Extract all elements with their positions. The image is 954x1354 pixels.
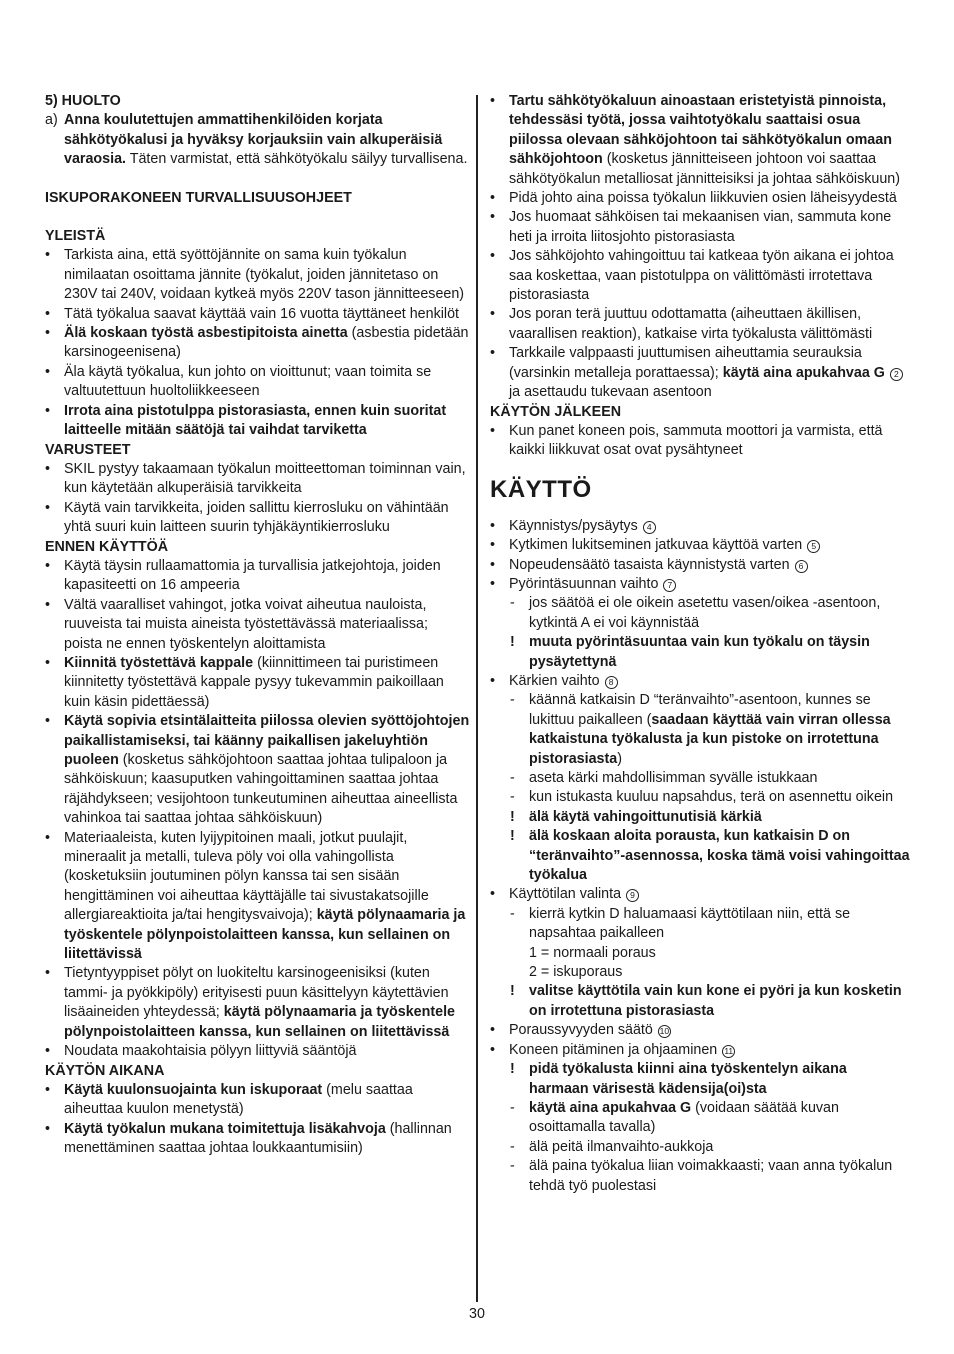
list-item: • Vältä vaaralliset vahingot, jotka voivat aiheutua nauloista, ruuveista tai muista aineista työstettävässä materiaalissa; poista ne ennen työskentelyn aloittamista bbox=[45, 596, 428, 652]
list-item: • Käytä sopivia etsintälaitteita piilossa olevien syöttöjohtojen paikallistamiseksi, tai käänny paikallisen jakeluyhtiön puoleen (kosketus sähköjohtoon saattaa johtaa tulipaloon ja sähköiskuun; kaasuputken vahingoittaminen saattaa johtaa räjähdykseen; vesijohtoon tunkeutuminen aiheuttaa aineellista vahinkoa tai saattaa johtaa sähköiskuun) bbox=[45, 713, 470, 827]
list-item: • Pidä johto aina poissa työkalun liikkuvien osien läheisyydestä bbox=[490, 190, 897, 207]
warning-item: ! älä koskaan aloita porausta, kun katkaisin D on “teränvaihto”-asennossa, koska tämä voisi vahingoittaa työkalua bbox=[510, 828, 910, 884]
figure-ref-number: 9 bbox=[626, 889, 639, 902]
list-item: • Älä koskaan työstä asbestipitoista ainetta (asbestia pidetään karsinogeenisena) bbox=[45, 325, 469, 361]
list-item: • Tietyntyyppiset pölyt on luokiteltu karsinogeenisiksi (kuten tammi- ja pyökkipöly) erityisesti puun käsittelyyn käytettävien lisäaineiden yhteydessä; käytä pölynaamaria ja työskentele pölynpoistolaitteen kanssa, kun sellainen on liitettävissä bbox=[45, 965, 456, 1040]
list-item: • Jos huomaat sähköisen tai mekaanisen vian, sammuta kone heti ja irroita liitosjohto pistorasiasta bbox=[490, 209, 892, 245]
jalkeen-heading: KÄYTÖN JÄLKEEN bbox=[490, 403, 622, 420]
list-item: • Jos poran terä juuttuu odottamatta (aiheuttaen äkillisen, vaarallisen reaktion), katkaise virta työkalusta välittömästi bbox=[490, 306, 873, 342]
page-number: 30 bbox=[469, 1306, 485, 1322]
figure-ref-number: 5 bbox=[807, 540, 820, 553]
list-item: • Jos sähköjohto vahingoittuu tai katkeaa työn aikana ei johtoa saa koskettaa, vaan pistotulppa on välittömästi irrotettava pistorasiasta bbox=[490, 248, 894, 304]
list-item: • Käytä täysin rullaamattomia ja turvallisia jatkejohtoja, joiden kapasiteetti on 16 ampeeria bbox=[45, 557, 441, 594]
list-item: • Nopeudensäätö tasaista käynnistystä varten 6 bbox=[490, 556, 910, 575]
sub-item: - kierrä kytkin D haluamaasi käyttötilaan niin, että se napsahtaa paikalleen bbox=[510, 905, 851, 942]
warning-item: ! muuta pyörintäsuuntaa vain kun työkalu on täysin pysäytettynä bbox=[510, 634, 870, 670]
huolto-item-a: a) Anna koulutettujen ammattihenkilöiden korjata sähkötyökalusi ja hyväksy korjauksiin vain alkuperäisiä varaosia. Täten varmistat, että sähkötyökalu säilyy turvallisena. bbox=[45, 112, 468, 168]
list-item: • Käyttötilan valinta 9 bbox=[490, 885, 910, 904]
mode-option-1: 1 = normaali poraus bbox=[529, 944, 656, 961]
list-item: • Kärkien vaihto 8 bbox=[490, 672, 910, 691]
kaytto-heading: KÄYTTÖ bbox=[490, 475, 592, 503]
sub-item: - kun istukasta kuuluu napsahdus, terä on asennettu oikein bbox=[510, 789, 894, 806]
list-item: • Kiinnitä työstettävä kappale (kiinnittimeen tai puristimeen kiinnitetty työstettävä kappale pysyy tukevammin paikoillaan kuin käsin pidettäessä) bbox=[45, 654, 444, 710]
figure-ref-number: 7 bbox=[663, 579, 676, 592]
sub-item: - käytä aina apukahvaa G (voidaan säätää kuvan osoittamalla tavalla) bbox=[510, 1099, 839, 1136]
list-item: • Pyörintäsuunnan vaihto 7 bbox=[490, 575, 910, 594]
mode-option-2: 2 = iskuporaus bbox=[529, 964, 623, 981]
list-item: • Poraussyvyyden säätö 10 bbox=[490, 1022, 670, 1039]
ennen-heading: ENNEN KÄYTTÖÄ bbox=[45, 538, 169, 555]
list-item: • Äla käytä työkalua, kun johto on vioittunut; vaan toimita se valtuutettuun huoltoliikkeeseen bbox=[45, 363, 432, 400]
figure-ref-number: 4 bbox=[643, 521, 656, 534]
list-item: • Tartu sähkötyökaluun ainoastaan eristetyistä pinnoista, tehdessäsi työtä, jossa vaihtotyökalu saattaisi osua piilossa olevaan sähköjohtoon tai sähkötyökalun omaan sähköjohtoon (kosketus jännitteiseen johtoon voi saattaa sähkötyökalun metalliosat jännitteisiksi ja johtaa sähköiskuun) bbox=[490, 93, 900, 187]
list-item: • Käytä työkalun mukana toimitettuja lisäkahvoja (hallinnan menettäminen saattaa johtaa loukkaantumisiin) bbox=[45, 1120, 452, 1157]
sub-item: - älä peitä ilmanvaihto-aukkoja bbox=[510, 1138, 714, 1155]
varusteet-heading: VARUSTEET bbox=[45, 441, 131, 458]
column-divider bbox=[476, 95, 478, 1302]
sub-item: - käännä katkaisin D “teränvaihto”-asentoon, kunnes se lukittuu paikalleen (saadaan käyttää vain virran ollessa katkaistuna työkalusta ja kun pistoke on irrotettuna pistorasiasta) bbox=[510, 692, 891, 767]
figure-ref-number: 11 bbox=[722, 1045, 735, 1058]
list-item: • Irrota aina pistotulppa pistorasiasta, ennen kuin suoritat laitteelle mitään säätöjä tai vaihdat tarviketta bbox=[45, 402, 447, 439]
sub-item: - aseta kärki mahdollisimman syvälle istukkaan bbox=[510, 770, 818, 786]
list-item: • Tarkista aina, että syöttöjännite on sama kuin työkalun nimilaatan osoittama jännite (työkalut, joiden jännitetaso on 230V tai 240V, voidaan kytkeä myös 220V tason jännitteeseen) bbox=[45, 247, 465, 303]
figure-ref-number: 2 bbox=[890, 368, 903, 381]
list-item: • Käynnistys/pysäytys 4 bbox=[490, 517, 910, 536]
figure-ref-number: 10 bbox=[659, 1026, 670, 1037]
figure-ref-number: 6 bbox=[795, 560, 808, 573]
figure-ref-number: 8 bbox=[605, 676, 618, 689]
yleista-heading: YLEISTÄ bbox=[45, 228, 106, 245]
list-item: • Tarkkaile valppaasti juuttumisen aiheuttamia seurauksia (varsinkin metalleja porattaessa); käytä aina apukahvaa G 2 ja asettaudu tukevaan asentoon bbox=[490, 344, 910, 402]
warning-item: ! älä käytä vahingoittunutisiä kärkiä bbox=[510, 808, 762, 825]
warning-item: ! valitse käyttötila vain kun kone ei pyöri ja kun kosketin on irrotettuna pistorasiasta bbox=[510, 983, 902, 1019]
safety-heading: ISKUPORAKONEEN TURVALLISUUSOHJEET bbox=[45, 189, 352, 206]
sub-item: - jos säätöä ei ole oikein asetettu vasen/oikea -asentoon, kytkintä A ei voi käynnistää bbox=[510, 595, 881, 631]
list-item: • Tätä työkalua saavat käyttää vain 16 vuotta täyttäneet henkilöt bbox=[45, 305, 460, 322]
list-item: • Materiaaleista, kuten lyijypitoinen maali, jotkut puulajit, mineraalit ja metalli, tuleva pöly voi olla vahingollista (kosketuksiin joutuminen pölyn kanssa tai sen sisään hengittäminen voi aiheuttaa käyttäjälle tai sivustakatsojille allergiareaktioita ja/tai hengitysvaivoja); käytä pölynaamaria ja työskentele pölynpoistolaitteen kanssa, kun sellainen on liitettävissä bbox=[45, 829, 466, 963]
list-item: • Koneen pitäminen ja ohjaaminen 11 bbox=[490, 1041, 910, 1060]
list-item: • Käytä kuulonsuojainta kun iskuporaat (melu saattaa aiheuttaa kuulon menetystä) bbox=[45, 1081, 413, 1118]
warning-item: ! pidä työkalusta kiinni aina työskentelyn aikana harmaan värisestä kädensija(oi)sta bbox=[510, 1061, 847, 1097]
huolto-heading: 5) HUOLTO bbox=[45, 93, 121, 109]
sub-item: - älä paina työkalua liian voimakkaasti; vaan anna työkalun tehdä työ puolestasi bbox=[510, 1158, 893, 1194]
right-column bbox=[490, 92, 910, 1196]
aikana-heading: KÄYTÖN AIKANA bbox=[45, 1062, 165, 1079]
list-item: • Noudata maakohtaisia pölyyn liittyviä sääntöjä bbox=[45, 1043, 357, 1060]
list-item: • SKIL pystyy takaamaan työkalun moitteettoman toiminnan vain, kun käytetään alkuperäisiä tarvikkeita bbox=[45, 460, 466, 497]
left-column bbox=[45, 92, 470, 1159]
list-item: • Käytä vain tarvikkeita, joiden sallittu kierrosluku on vähintään yhtä suuri kuin laitteen suurin tyhjäkäyntikierrosluku bbox=[45, 499, 449, 536]
list-item: • Kun panet koneen pois, sammuta moottori ja varmista, että kaikki liikkuvat osat ovat pysähtyneet bbox=[490, 422, 883, 459]
list-item: • Kytkimen lukitseminen jatkuvaa käyttöä varten 5 bbox=[490, 536, 910, 555]
